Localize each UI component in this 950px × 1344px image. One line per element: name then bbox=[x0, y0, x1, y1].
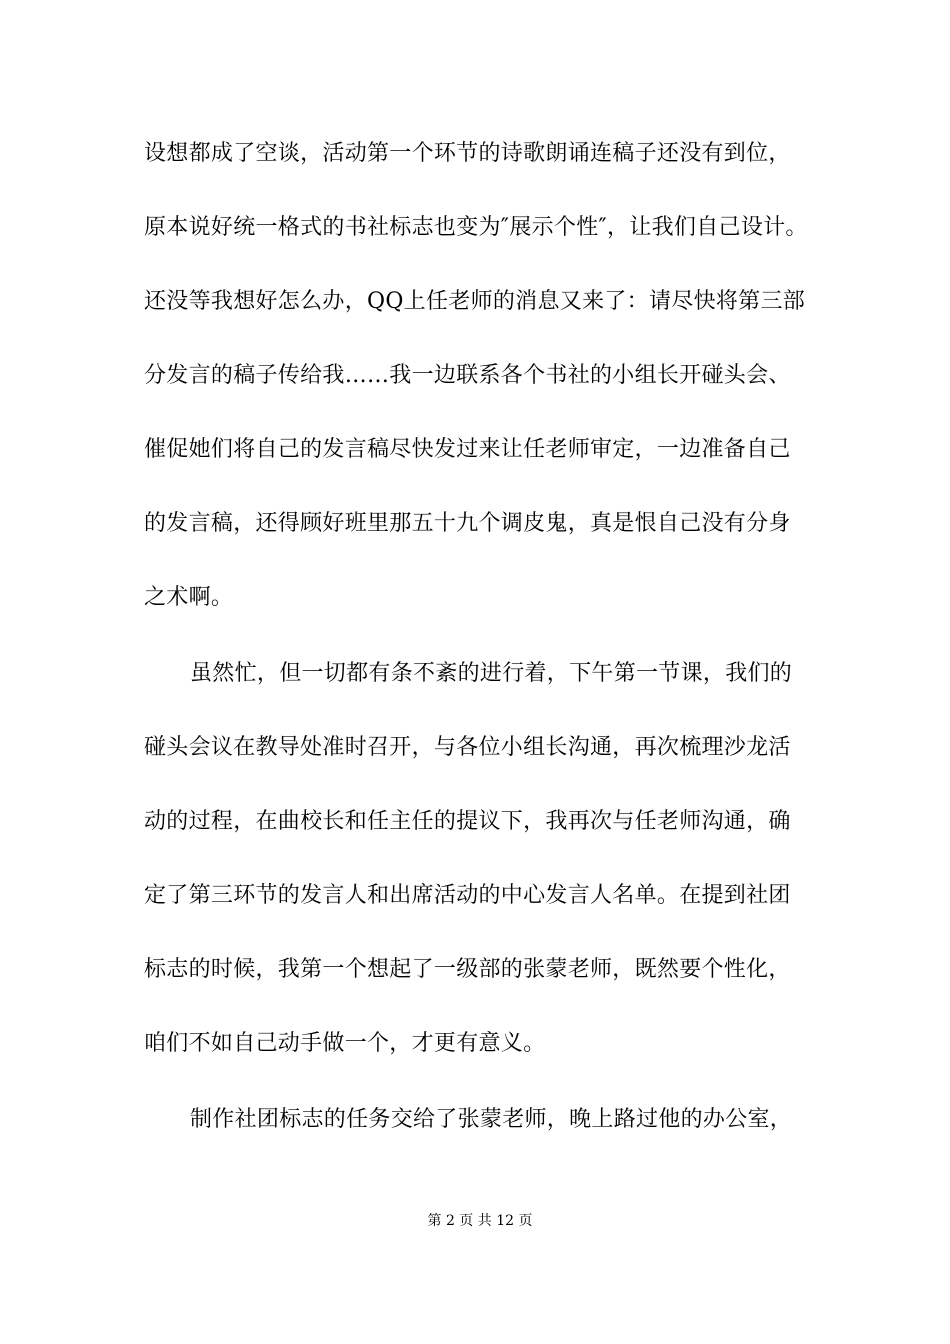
text-line: 的发言稿，还得顾好班里那五十九个调皮鬼，真是恨自己没有分身 bbox=[144, 511, 791, 536]
text-line: 咱们不如自己动手做一个，才更有意义。 bbox=[144, 1031, 546, 1056]
text-line: 之术啊。 bbox=[144, 585, 234, 610]
text-line: 动的过程，在曲校长和任主任的提议下，我再次与任老师沟通，确 bbox=[144, 809, 791, 834]
text-line: 碰头会议在教导处准时召开，与各位小组长沟通，再次梳理沙龙活 bbox=[144, 735, 791, 760]
text-line: 还没等我想好怎么办，QQ上任老师的消息又来了：请尽快将第三部 bbox=[144, 289, 806, 314]
text-line: 分发言的稿子传给我……我一边联系各个书社的小组长开碰头会、 bbox=[144, 363, 791, 388]
text-line: 设想都成了空谈，活动第一个环节的诗歌朗诵连稿子还没有到位， bbox=[144, 141, 791, 166]
text-line: 制作社团标志的任务交给了张蒙老师，晚上路过他的办公室， bbox=[190, 1107, 793, 1132]
text-line: 定了第三环节的发言人和出席活动的中心发言人名单。在提到社团 bbox=[144, 883, 791, 908]
text-line: 虽然忙，但一切都有条不紊的进行着，下午第一节课，我们的 bbox=[190, 661, 793, 686]
text-line: 标志的时候，我第一个想起了一级部的张蒙老师，既然要个性化， bbox=[144, 957, 791, 982]
text-line: 催促她们将自己的发言稿尽快发过来让任老师审定，一边准备自己 bbox=[144, 437, 791, 462]
text-line: 原本说好统一格式的书社标志也变为″展示个性″，让我们自己设计。 bbox=[144, 215, 808, 240]
page-footer: 第 2 页 共 12 页 bbox=[427, 1213, 533, 1229]
